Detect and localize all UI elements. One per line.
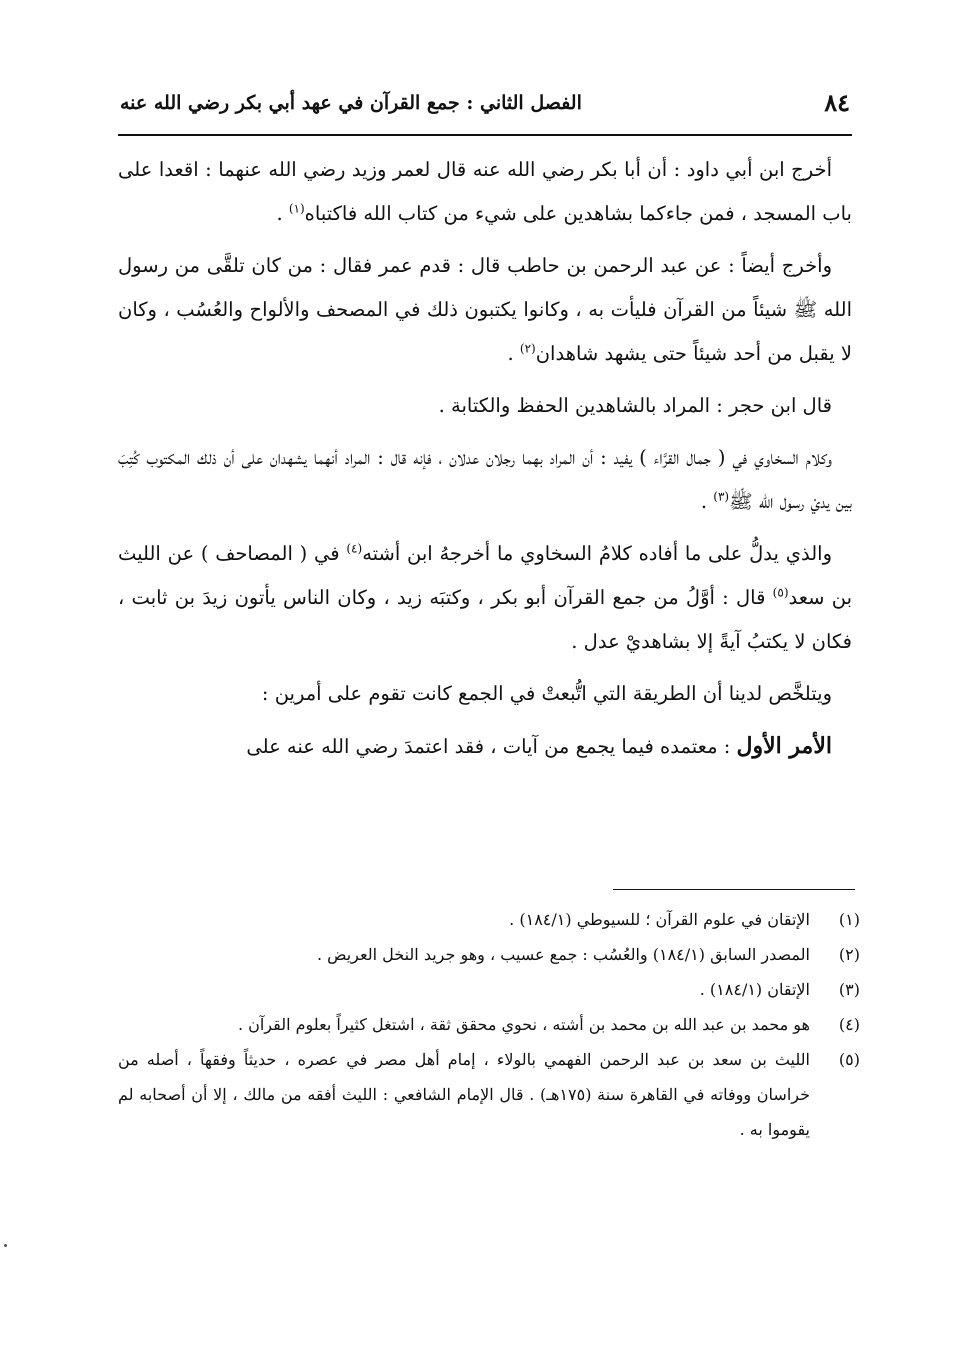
footnote-text: الإتقان في علوم القرآن ؛ للسيوطي (١٨٤/١) .: [509, 910, 810, 929]
footnote-4: [118, 1007, 860, 1042]
paragraph-2: [118, 244, 852, 376]
footnote-ref-4: (٤): [346, 541, 363, 556]
footnote-number: (٤): [838, 1015, 860, 1034]
footnote-3: [118, 972, 860, 1007]
footnote-number: (٢): [838, 945, 860, 964]
paragraph-5-text-b: في ( المصاحف ) عن الليث بن سعد: [118, 542, 853, 609]
scan-speck: [4, 1244, 7, 1247]
paragraph-6-text: ويتلخَّص لدينا أن الطريقة التي اتُّبعتْ في الجمع كانت تقوم على أمرين :: [261, 682, 832, 705]
paragraph-1-end: .: [276, 202, 289, 225]
paragraph-3-text: قال ابن حجر : المراد بالشاهدين الحفظ والكتابة .: [438, 394, 832, 417]
section-lead: الأمر الأول: [736, 733, 832, 759]
paragraph-7: [118, 724, 852, 769]
paragraph-1-text: أخرج ابن أبي داود : أن أبا بكر رضي الله عنه قال لعمر وزيد رضي الله عنهما : اقعدا على باب المسجد ، فمن جاءكما بشاهدين على شيء من كتاب الله فاكتباه: [118, 158, 852, 225]
footnote-text: الليث بن سعد بن عبد الرحمن الفهمي بالولاء ، إمام أهل مصر في عصره ، حديثاً وفقهاً ، أصله من خراسان ووفاته في القاهرة سنة (١٧٥هـ) . قال الإمام الشافعي : الليث أفقه من مالك ، إلا أن أصحابه لم يقوموا به .: [118, 1050, 811, 1139]
main-text: [118, 148, 852, 777]
paragraph-4-text: وكلام السخاوي في ( جمال القرَّاء ) يفيد : أن المراد بهما رجلان عدلان ، فإنه قال : المراد أنهما يشهدان على أن ذلك المكتوب كُتِبَ بين يديْ رسول الله ﷺ: [118, 446, 852, 513]
page-number: ٨٤: [824, 88, 850, 117]
paragraph-5-text-a: والذي يدلُّ على ما أفاده كلامُ السخاوي ما أخرجهُ ابن أشته: [362, 542, 832, 565]
paragraph-1: [118, 148, 852, 236]
footnote-text: المصدر السابق (١٨٤/١) والعُسُب : جمع عسيب ، وهو جريد النخل العريض .: [316, 945, 810, 964]
footnote-divider: [613, 889, 855, 890]
footnote-5: [118, 1042, 860, 1147]
footnote-ref-1: (١): [288, 201, 305, 216]
page-header: [120, 86, 850, 128]
paragraph-4: [118, 436, 852, 524]
footnote-ref-2: (٢): [519, 341, 536, 356]
paragraph-4-end: .: [700, 490, 714, 513]
paragraph-2-text: وأخرج أيضاً : عن عبد الرحمن بن حاطب قال : قدم عمر فقال : من كان تلقَّى من رسول الله ﷺ شيئاً من القرآن فليأت به ، وكانوا يكتبون ذلك في المصحف والألواح والعُسُب ، وكان لا يقبل من أحد شيئاً حتى يشهد شاهدان: [118, 254, 852, 365]
footnote-2: [118, 937, 860, 972]
paragraph-7-text: : معتمده فيما يجمع من آيات ، فقد اعتمدَ رضي الله عنه على: [246, 735, 737, 758]
paragraph-5: [118, 532, 852, 664]
paragraph-3: [118, 384, 852, 428]
header-divider: [118, 134, 852, 136]
footnote-ref-3: (٣): [713, 489, 730, 504]
running-title: الفصل الثاني : جمع القرآن في عهد أبي بكر رضي الله عنه: [120, 92, 582, 114]
footnote-text: هو محمد بن عبد الله بن محمد بن أشته ، نحوي محقق ثقة ، اشتغل كثيراً بعلوم القرآن .: [237, 1015, 810, 1034]
paragraph-5-text-c: قال : أوَّلُ من جمع القرآن أبو بكر ، وكتبَه زيد ، وكان الناس يأتون زيدَ بن ثابت ، فكان لا يكتبُ آيةً إلا بشاهديْ عدل .: [118, 586, 852, 653]
footnote-ref-5: (٥): [772, 585, 789, 600]
footnote-1: [118, 902, 860, 937]
footnote-number: (١): [838, 910, 860, 929]
footnotes: [118, 902, 860, 1147]
footnote-number: (٣): [838, 980, 860, 999]
paragraph-6: [118, 672, 852, 716]
paragraph-2-end: .: [507, 342, 520, 365]
footnote-number: (٥): [838, 1050, 860, 1069]
footnote-text: الإتقان (١٨٤/١) .: [699, 980, 810, 999]
